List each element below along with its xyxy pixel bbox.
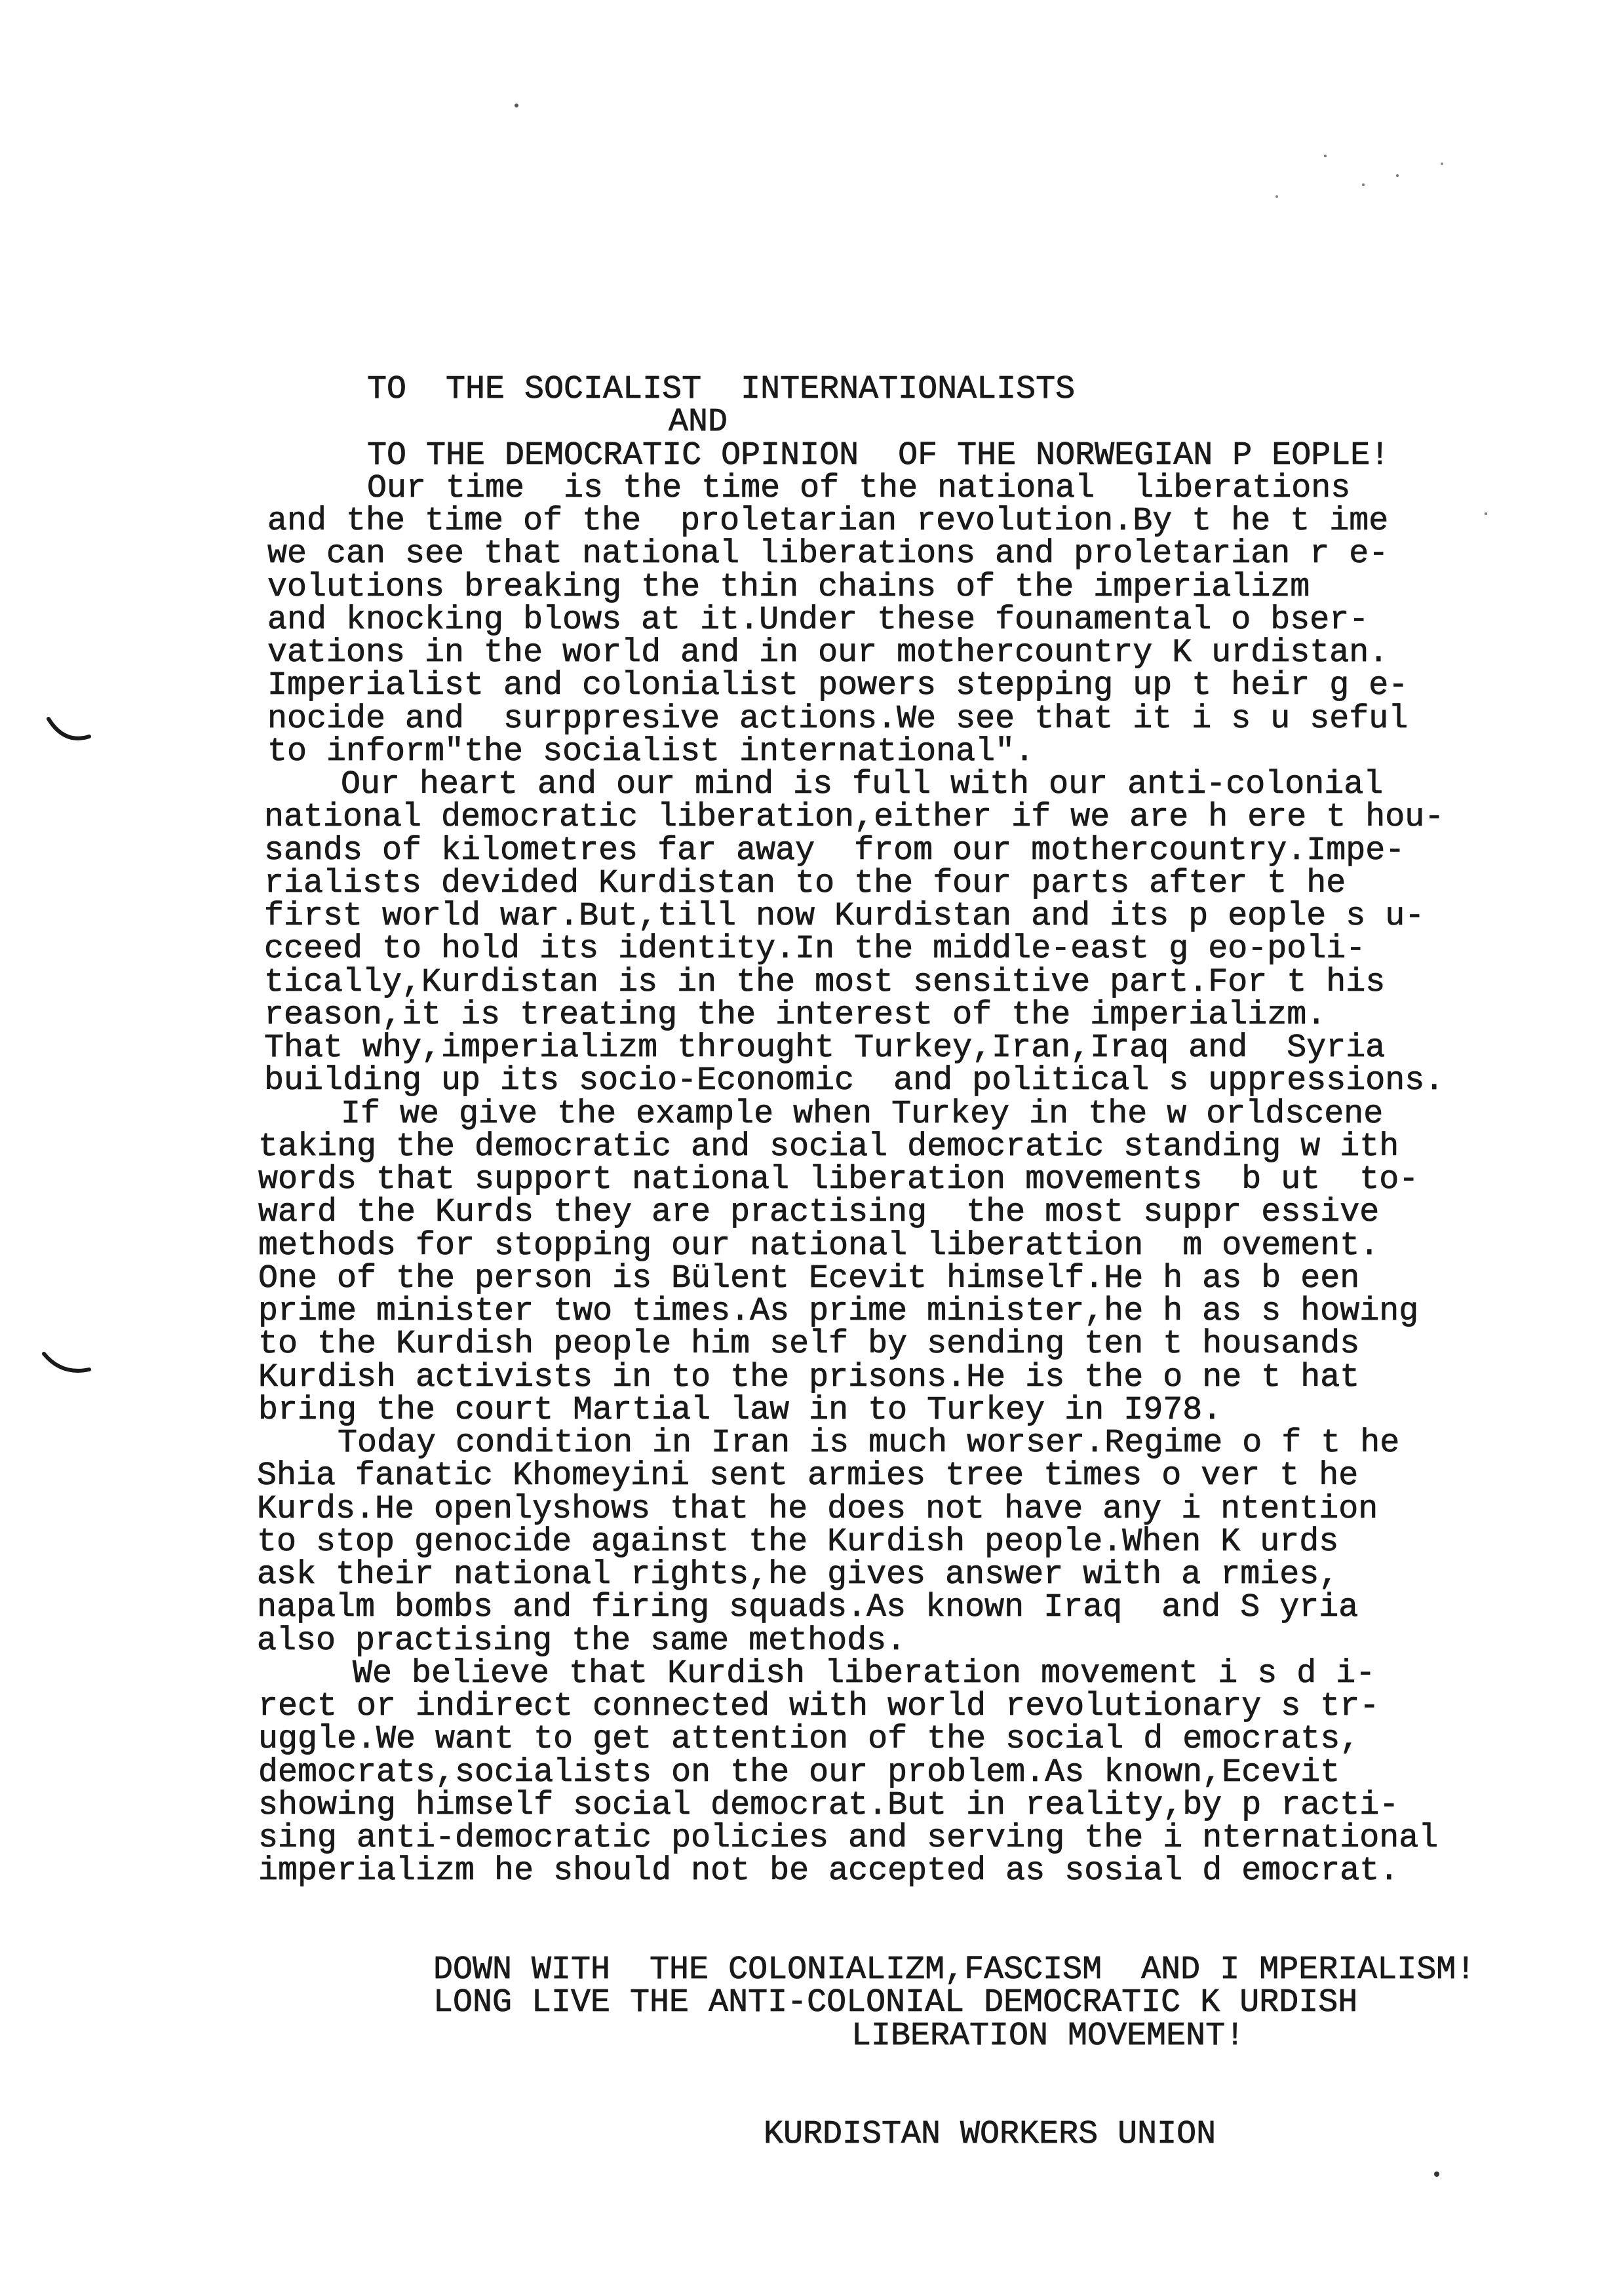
paragraph-line: cceed to hold its identity.In the middle-east g eo-poli-: [264, 930, 1366, 968]
paragraph-line: national democratic liberation,either if we are h ere t hou-: [264, 799, 1445, 837]
paragraph-line: Shia fanatic Khomeyini sent armies tree times o ver t he: [257, 1457, 1359, 1495]
paragraph-line: taking the democratic and social democratic standing w ith: [258, 1128, 1399, 1166]
paragraph-4: [0, 1427, 1615, 1658]
paragraph-line: uggle.We want to get attention of the social d emocrats,: [258, 1721, 1360, 1759]
paragraph-line: we can see that national liberations and proletarian r e-: [267, 535, 1389, 573]
paragraph-line: words that support national liberation movements b ut to-: [258, 1161, 1419, 1198]
paragraph-2: [0, 766, 1615, 1100]
paragraph-line: Imperialist and colonialist powers stepping up t heir g e-: [267, 667, 1409, 705]
paragraph-line: prime minister two times.As prime minister,he h as s howing: [258, 1293, 1419, 1330]
paragraph-line: showing himself social democrat.But in reality,by p racti-: [258, 1786, 1399, 1824]
paragraph-line: bring the court Martial law in to Turkey in I978.: [258, 1391, 1222, 1429]
document-text: [0, 373, 1615, 2152]
speck: [1324, 155, 1327, 157]
signature-block: [0, 2116, 1615, 2154]
paragraph-line: and knocking blows at it.Under these founamental o bser-: [267, 601, 1369, 639]
paragraph-line: first world war.But,till now Kurdistan and its p eople s u-: [264, 898, 1425, 935]
paragraph-line: imperializm he should not be accepted as sosial d emocrat.: [258, 1852, 1399, 1890]
paragraph-line: methods for stopping our national liberattion m ovement.: [258, 1227, 1380, 1265]
paragraph-line: If we give the example when Turkey in the w orldscene: [341, 1095, 1384, 1133]
paragraph-line: Our time is the time of the national liberations: [367, 469, 1351, 507]
signature-organization: KURDISTAN WORKERS UNION: [764, 2116, 1216, 2154]
paragraph-line: building up its socio-Economic and political s uppressions.: [264, 1062, 1445, 1100]
paragraph-line: rect or indirect connected with world revolutionary s tr-: [258, 1688, 1380, 1725]
paragraph-line: also practising the same methods.: [257, 1622, 906, 1660]
slogan-line-3: LIBERATION MOVEMENT!: [851, 2017, 1245, 2055]
closing-slogans: [0, 1951, 1615, 2055]
speck: [1434, 2172, 1439, 2177]
paragraph-line: Today condition in Iran is much worser.Regime o f t he: [338, 1425, 1400, 1462]
paragraph-5: [0, 1655, 1615, 1890]
speck: [1396, 174, 1399, 177]
paragraph-line: and the time of the proletarian revolution.By t he t ime: [267, 503, 1389, 540]
paragraph-line: sands of kilometres far away from our mothercountry.Impe-: [264, 832, 1405, 870]
paragraph-line: ward the Kurds they are practising the most suppr essive: [258, 1194, 1380, 1232]
paragraph-line: democrats,socialists on the our problem.As known,Ecevit: [258, 1753, 1340, 1791]
paragraph-line: tically,Kurdistan is in the most sensitive part.For t his: [264, 963, 1386, 1001]
slogan-line-2: LONG LIVE THE ANTI-COLONIAL DEMOCRATIC K URDISH: [433, 1984, 1358, 2022]
paragraph-line: to inform"the socialist international".: [267, 733, 1035, 771]
header-line-1: TO THE SOCIALIST INTERNATIONALISTS: [367, 371, 1076, 408]
paragraph-1: [0, 469, 1615, 771]
paragraph-line: reason,it is treating the interest of the imperializm.: [264, 996, 1327, 1034]
header-line-3: TO THE DEMOCRATIC OPINION OF THE NORWEGIAN P EOPLE!: [367, 436, 1390, 474]
paragraph-line: We believe that Kurdish liberation movement i s d i-: [353, 1655, 1376, 1693]
paragraph-line: nocide and surppresive actions.We see that it i s u seful: [267, 700, 1409, 738]
speck: [1275, 195, 1278, 198]
header-line-2: AND: [669, 404, 728, 442]
paragraph-line: One of the person is Bülent Ecevit himself.He h as b een: [258, 1259, 1360, 1297]
paragraph-line: That why,imperializm throught Turkey,Iran,Iraq and Syria: [264, 1029, 1386, 1067]
paragraph-line: volutions breaking the thin chains of the imperializm: [267, 568, 1310, 606]
paragraph-line: sing anti-democratic policies and serving the i nternational: [258, 1820, 1439, 1857]
speck: [1441, 163, 1443, 165]
slogan-line-1: DOWN WITH THE COLONIALIZM,FASCISM AND I MPERIALISM!: [433, 1951, 1476, 1989]
paragraph-line: napalm bombs and firing squads.As known Iraq and S yria: [257, 1589, 1359, 1627]
paragraph-line: to the Kurdish people him self by sending ten t housands: [258, 1326, 1360, 1364]
paragraph-line: ask their national rights,he gives answer with a rmies,: [257, 1556, 1339, 1594]
paragraph-line: Our heart and our mind is full with our anti-colonial: [341, 766, 1384, 803]
paragraph-line: Kurdish activists in to the prisons.He is the o ne t hat: [258, 1358, 1360, 1396]
document-header: [0, 373, 1615, 472]
speck: [515, 104, 518, 107]
paragraph-line: vations in the world and in our mothercountry K urdistan.: [267, 634, 1389, 672]
paragraph-line: to stop genocide against the Kurdish people.When K urds: [257, 1523, 1339, 1561]
paragraph-line: Kurds.He openlyshows that he does not have any i ntention: [257, 1490, 1378, 1528]
paragraph-3: [0, 1095, 1615, 1429]
speck: [1362, 183, 1365, 186]
paragraph-line: rialists devided Kurdistan to the four parts after t he: [264, 864, 1346, 902]
